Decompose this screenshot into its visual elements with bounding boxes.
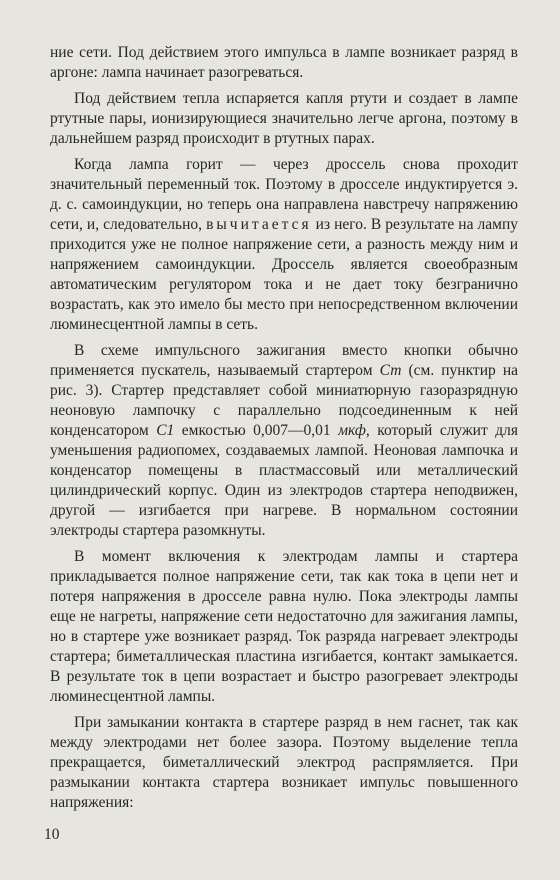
emphasized-text: вычитается	[206, 216, 312, 233]
body-text	[50, 43, 518, 813]
text-run: ние сети. Под действием этого импульса в лампе возникает разряд в аргоне: лампа начинает разогреваться.	[50, 44, 518, 81]
page-number: 10	[44, 826, 60, 843]
paragraph	[50, 43, 518, 83]
text-run: В момент включения к электродам лампы и стартера прикладывается полное напряжение сети, так как тока в цепи нет и потеря напряжения в дросселе равна нулю. Пока электроды лампы еще не нагреты, напряжение сети недостаточно для зажигания лампы, но в стартере уже возникает разряд. Ток разряда нагревает электроды стартера; биметаллическая пластина изгибается, контакт замыкается. В результате ток в цепи возрастает и быстро разогревает электроды люминесцентной лампы.	[50, 548, 518, 705]
text-run: Когда лампа горит — через дроссель снова проходит значительный переменный ток. Поэтому в дросселе индуктируется э. д. с. самоиндукции, но теперь она направлена навстречу напряжению сети, и, следовательно,	[50, 156, 518, 233]
italic-text: мкф	[338, 422, 366, 439]
paragraph	[50, 547, 518, 707]
paragraph	[50, 155, 518, 335]
paragraph	[50, 341, 518, 541]
text-run: В схеме импульсного зажигания вместо кнопки обычно применяется пускатель, называемый стартером	[50, 342, 518, 379]
text-run: Под действием тепла испаряется капля ртути и создает в лампе ртутные пары, ионизирующиеся значительно легче аргона, поэтому в дальнейшем разряд происходит в ртутных парах.	[50, 90, 518, 147]
paragraph	[50, 89, 518, 149]
text-run: из него. В результате на лампу приходится уже не полное напряжение сети, а разность между ним и напряжением самоиндукции. Дроссель является своеобразным автоматическим регулятором тока и не дает току безгранично возрастать, как это имело бы место при непосредственном включении люминесцентной лампы в сеть.	[50, 216, 518, 333]
paragraph	[50, 713, 518, 813]
italic-text: Ст	[379, 362, 402, 379]
text-run: емкостью 0,007—0,01	[174, 422, 339, 439]
text-run: , который служит для уменьшения радиопомех, создаваемых лампой. Неоновая лампочка и конденсатор помещены в пластмассовый или металлический цилиндрический корпус. Один из электродов стартера неподвижен, другой — изгибается при нагреве. В нормальном состоянии электроды стартера разомкнуты.	[50, 422, 518, 539]
text-run: (см. пунктир на рис. 3). Стартер представляет собой миниатюрную газоразрядную неоновую лампочку с параллельно подсоединенным к ней конденсатором	[50, 362, 518, 439]
text-run: При замыкании контакта в стартере разряд в нем гаснет, так как между электродами нет более зазора. Поэтому выделение тепла прекращается, биметаллический электрод распрямляется. При размыкании контакта стартера возникает импульс повышенного напряжения:	[50, 714, 518, 811]
italic-text: С1	[156, 422, 175, 439]
